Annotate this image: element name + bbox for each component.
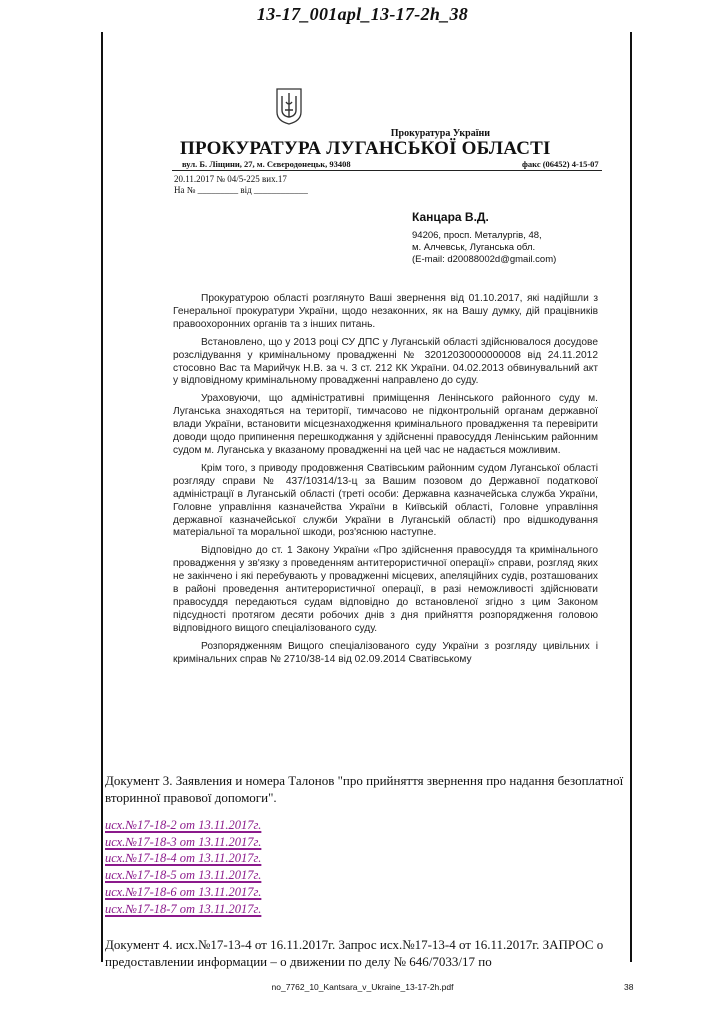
letter-paragraph: Прокуратурою області розглянуто Ваші звернення від 01.10.2017, які надійшли з Генеральної прокуратури України, щодо незаконних, як на Вашу думку, дій працівників правоохоронних органів та з інших питань. (173, 293, 598, 330)
org-title: ПРОКУРАТУРА ЛУГАНСЬКОЇ ОБЛАСТІ (180, 138, 551, 159)
footer-page-number: 38 (624, 982, 634, 992)
outgoing-reference: 20.11.2017 № 04/5-225 вих.17 (174, 174, 287, 184)
document-4-description: Документ 4. исх.№17-13-4 от 16.11.2017г. Запрос исх.№17-13-4 от 16.11.2017г. ЗАПРОС о предоставлении информации – о движении по делу № 646/7033/17 по (105, 937, 604, 969)
org-subtitle: Прокуратура України (390, 128, 490, 139)
org-address: вул. Б. Ліщини, 27, м. Сєвєродонецьк, 93408 (182, 159, 351, 169)
talon-link[interactable]: исх.№17-18-6 от 13.11.2017г. (105, 884, 262, 899)
letter-paragraph: Встановлено, що у 2013 році СУ ДПС у Луганській області здійснювалося досудове розслідування у кримінальному провадженні № 32012030000000008 від 24.11.2012 стосовно Вас та Марийчук Н.В. за ч. 3 ст. 212 КК України. 04.02.2013 обвинувальний акт у відповідному кримінальному провадженні направлено до суду. (173, 336, 598, 387)
letter-paragraph: Крім того, з приводу продовження Сватівським районним судом Луганської області розгляду справи № 437/10314/13-ц за Вашим позовом до Державної податкової адміністрації в Луганській області (треті особи: Державна казначейська служба України, Головне управління казначейства України в Київській області, Головне управління державної казначейської служби України в Луганській області) про відшкодування матеріальної та моральної шкоди, роз'яснюю наступне. (173, 462, 598, 539)
incoming-reference: На № _________ від ____________ (174, 185, 308, 195)
document-3-description: Документ 3. Заявления и номера Талонов "про прийняття звернення про надання безоплатної вторинної правової допомоги". (105, 773, 624, 805)
talon-links-list (105, 817, 261, 917)
talon-link[interactable]: исх.№17-18-4 от 13.11.2017г. (105, 851, 262, 866)
letter-paragraph: Розпорядженням Вищого спеціалізованого суду України з розгляду цивільних і кримінальних справ № 2710/38-14 від 02.09.2014 Сватівському (173, 640, 598, 665)
letter-paragraph: Ураховуючи, що адміністративні приміщення Ленінського районного суду м. Луганська знаходяться на території, тимчасово не підконтрольній органам державної влади України, встановити місцезнаходження кримінального провадження та перевірити доводи щодо припинення перешкоджання у здійсненні правосуддя Ленінським районним судом м. Луганська у вказаному провадженні на цей час не надається можливим. (173, 393, 598, 456)
footer-filename: no_7762_10_Kantsara_v_Ukraine_13-17-2h.pdf (271, 982, 454, 992)
letter-paragraph: Відповідно до ст. 1 Закону України «Про здійснення правосуддя та кримінального провадження у зв'язку з проведенням антитерористичної операції» справи, розгляд яких не закінчено і які перебувають у провадженні місцевих, апеляційних судів, розташованих в районі проведення антитерористичної операції, в разі неможливості здійснювати правосуддя передаються судам відповідно до встановленої згідно з цим Законом підсудності протягом десяти робочих днів з дня прийняття розпорядження головою відповідного вищого спеціалізованого суду. (173, 545, 598, 634)
right-margin-rule (630, 32, 632, 962)
addressee-name: Канцара В.Д. (412, 210, 489, 224)
document-header-title: 13-17_001apl_13-17-2h_38 (256, 4, 469, 24)
talon-link[interactable]: исх.№17-18-3 от 13.11.2017г. (105, 834, 262, 849)
talon-link[interactable]: исх.№17-18-5 от 13.11.2017г. (105, 868, 262, 883)
addressee-line: 94206, просп. Металургів, 48, (412, 230, 542, 241)
org-fax: факс (06452) 4-15-07 (522, 159, 599, 169)
addressee-line: м. Алчевськ, Луганська обл. (412, 242, 536, 253)
left-margin-rule (101, 32, 103, 962)
addressee-line: (E-mail: d20088002d@gmail.com) (412, 254, 557, 265)
letterhead-divider (172, 170, 602, 171)
trident-emblem-icon (272, 86, 306, 126)
talon-link[interactable]: исх.№17-18-2 от 13.11.2017г. (105, 818, 262, 832)
letter-body (173, 293, 598, 671)
talon-link[interactable]: исх.№17-18-7 от 13.11.2017г. (105, 901, 262, 916)
